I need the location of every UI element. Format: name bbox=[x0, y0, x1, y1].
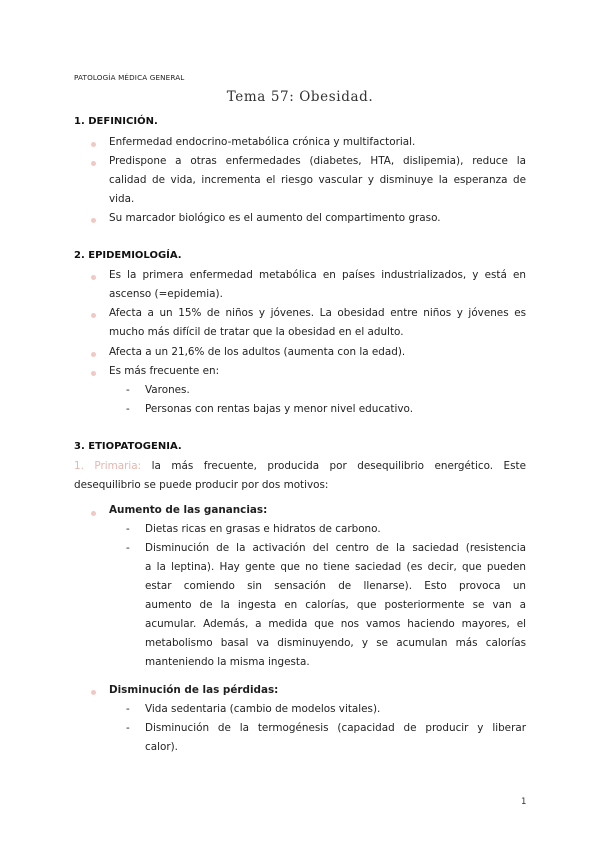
paragraph-line: desequilibrio se puede producir por dos motivos: bbox=[74, 479, 329, 491]
list-item: Enfermedad endocrino-metabólica crónica y multifactorial. bbox=[109, 136, 416, 148]
primaria-label: 1. Primaria: bbox=[74, 460, 142, 472]
sub-list-item: Personas con rentas bajas y menor nivel educativo. bbox=[145, 403, 413, 415]
bullet-icon bbox=[91, 161, 96, 166]
bullet-icon bbox=[91, 313, 96, 318]
page-title: Tema 57: Obesidad. bbox=[226, 89, 374, 105]
list-item-continuation: calidad de vida, incrementa el riesgo vascular y disminuye la esperanza de bbox=[109, 174, 526, 186]
bullet-icon bbox=[91, 352, 96, 357]
dash-marker: - bbox=[126, 542, 130, 554]
sub-list-item: Disminución de la termogénesis (capacidad de producir y liberar bbox=[145, 722, 526, 734]
subheading-perdidas: Disminución de las pérdidas: bbox=[109, 684, 279, 696]
section-heading-epidemiologia: 2. EPIDEMIOLOGÍA. bbox=[74, 250, 182, 261]
list-item: Afecta a un 15% de niños y jóvenes. La obesidad entre niños y jóvenes es bbox=[109, 307, 526, 319]
list-item: Es más frecuente en: bbox=[109, 365, 220, 377]
bullet-icon bbox=[91, 511, 96, 516]
sub-list-item-continuation: aumento de la ingesta en calorías, que posteriormente se van a bbox=[145, 599, 526, 611]
list-item-continuation: vida. bbox=[109, 193, 135, 205]
list-item: Es la primera enfermedad metabólica en países industrializados, y está en bbox=[109, 269, 526, 281]
sub-list-item-continuation: acumular. Además, a medida que nos vamos haciendo mayores, el bbox=[145, 618, 526, 630]
sub-list-item-continuation: a la leptina). Hay gente que no tiene saciedad (es decir, que pueden bbox=[145, 561, 526, 573]
bullet-icon bbox=[91, 371, 96, 376]
bullet-icon bbox=[91, 275, 96, 280]
list-item: Predispone a otras enfermedades (diabetes, HTA, dislipemia), reduce la bbox=[109, 155, 526, 167]
section-heading-etiopatogenia: 3. ETIOPATOGENIA. bbox=[74, 441, 182, 452]
dash-marker: - bbox=[126, 703, 130, 715]
section-heading-definicion: 1. DEFINICIÓN. bbox=[74, 116, 158, 127]
bullet-icon bbox=[91, 142, 96, 147]
sub-list-item-continuation: estar comiendo sin sensación de llenarse). Esto provoca un bbox=[145, 580, 526, 592]
bullet-icon bbox=[91, 218, 96, 223]
sub-list-item: Vida sedentaria (cambio de modelos vitales). bbox=[145, 703, 381, 715]
dash-marker: - bbox=[126, 523, 130, 535]
dash-marker: - bbox=[126, 722, 130, 734]
paragraph-line bbox=[74, 460, 526, 473]
sub-list-item: Disminución de la activación del centro de la saciedad (resistencia bbox=[145, 542, 526, 554]
list-item-continuation: ascenso (=epidemia). bbox=[109, 288, 223, 300]
sub-list-item: Dietas ricas en grasas e hidratos de carbono. bbox=[145, 523, 381, 535]
list-item: Afecta a un 21,6% de los adultos (aumenta con la edad). bbox=[109, 346, 406, 358]
page-number: 1 bbox=[521, 797, 527, 807]
sub-list-item-continuation: metabolismo basal va disminuyendo, y se acumulan más calorías bbox=[145, 637, 526, 649]
list-item: Su marcador biológico es el aumento del compartimento graso. bbox=[109, 212, 441, 224]
sub-list-item-continuation: calor). bbox=[145, 741, 178, 753]
paragraph-text: la más frecuente, producida por desequilibrio energético. Este bbox=[141, 460, 526, 472]
running-header: PATOLOGÍA MÉDICA GENERAL bbox=[74, 73, 185, 82]
dash-marker: - bbox=[126, 384, 130, 396]
sub-list-item: Varones. bbox=[145, 384, 190, 396]
bullet-icon bbox=[91, 690, 96, 695]
dash-marker: - bbox=[126, 403, 130, 415]
list-item-continuation: mucho más difícil de tratar que la obesidad en el adulto. bbox=[109, 326, 404, 338]
subheading-ganancias: Aumento de las ganancias: bbox=[109, 504, 268, 516]
sub-list-item-continuation: manteniendo la misma ingesta. bbox=[145, 656, 310, 668]
